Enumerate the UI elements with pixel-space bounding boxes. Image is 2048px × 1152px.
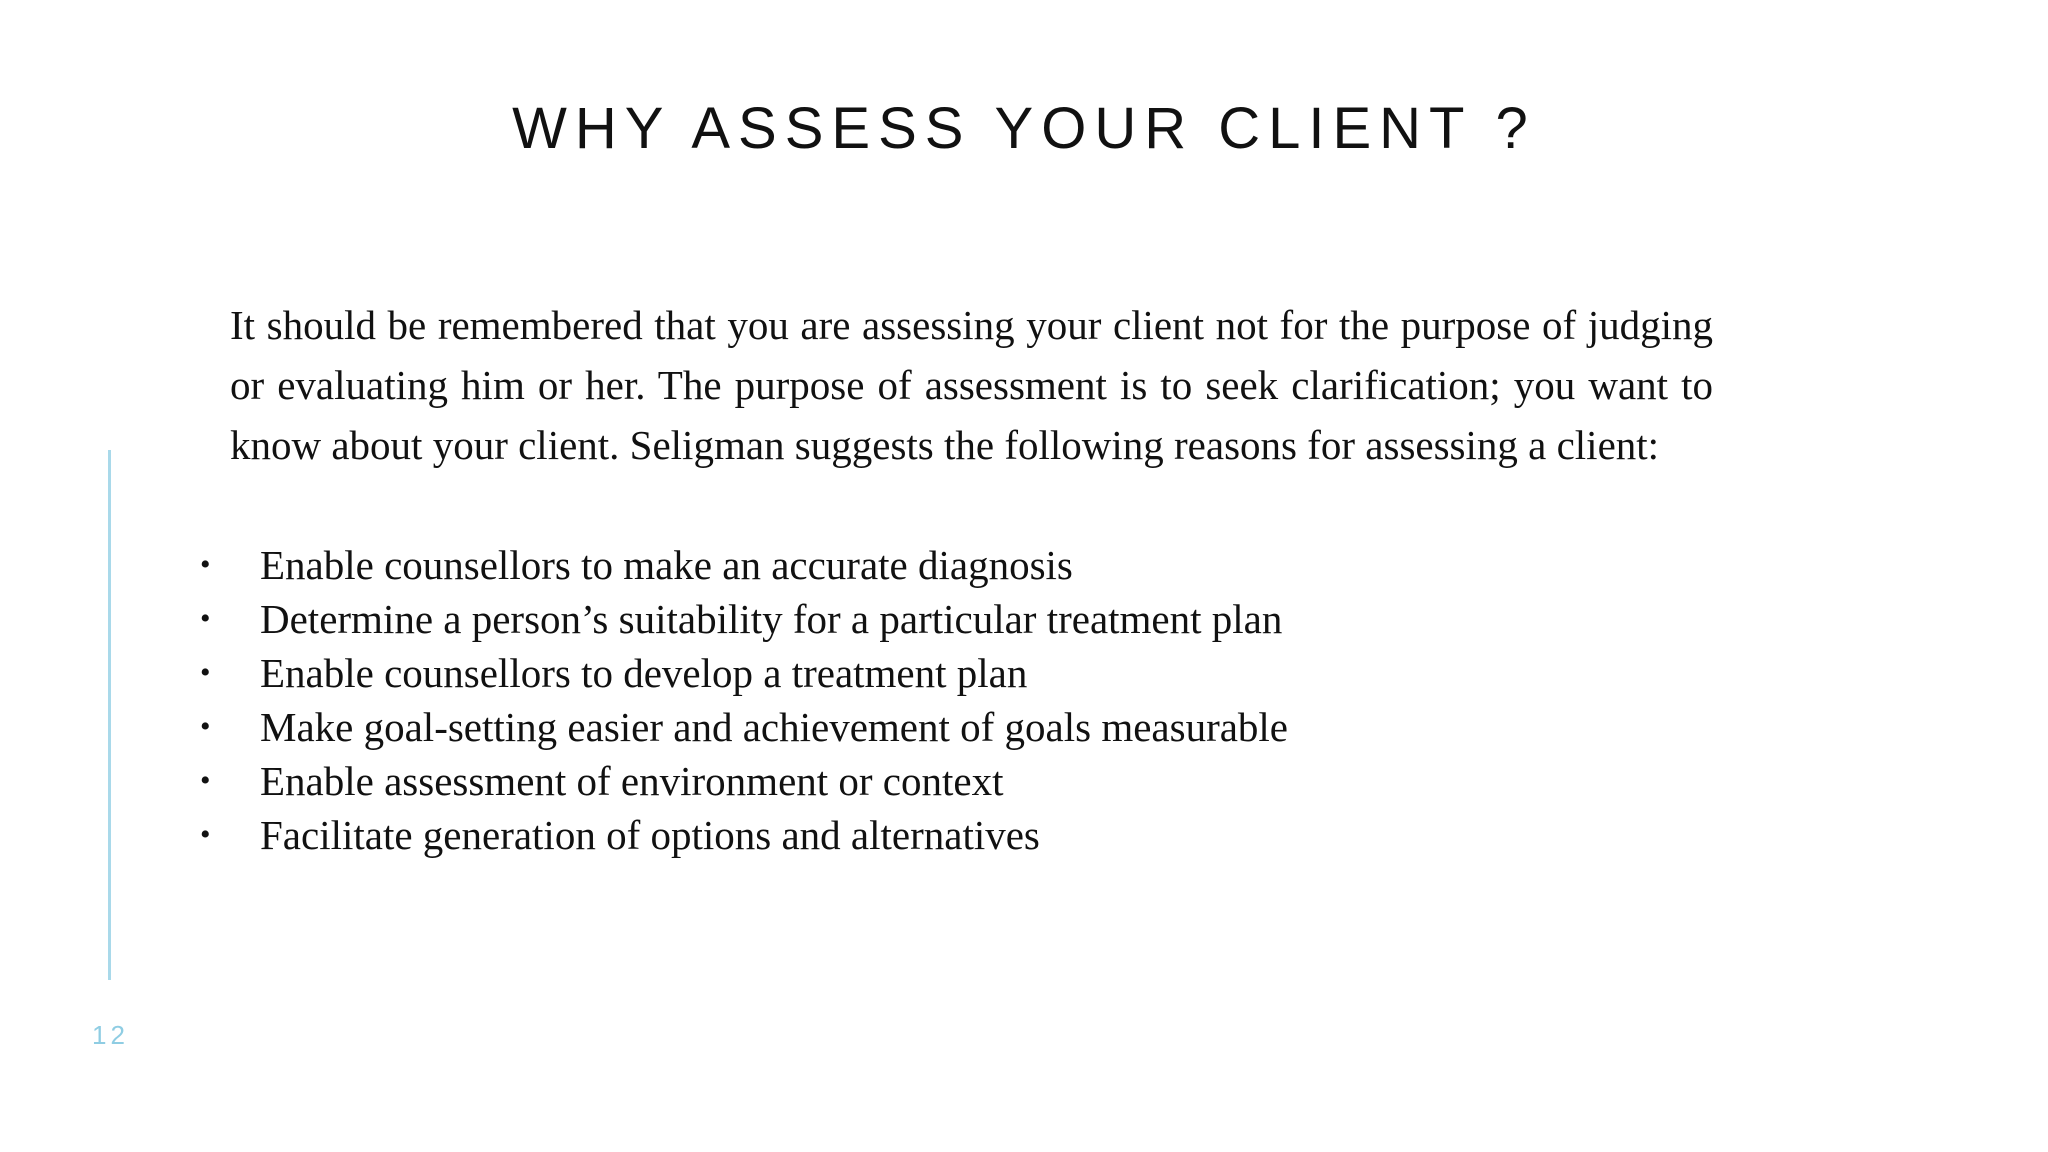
list-item: [190, 646, 1690, 700]
bullet-icon: •: [200, 710, 211, 743]
reasons-list: [190, 538, 1690, 862]
list-item: [190, 808, 1690, 862]
list-item: [190, 592, 1690, 646]
list-item-text: Enable counsellors to develop a treatment plan: [260, 650, 1028, 696]
list-item: [190, 700, 1690, 754]
list-item-text: Make goal-setting easier and achievement of goals measurable: [260, 704, 1289, 750]
list-item-text: Enable assessment of environment or context: [260, 758, 1004, 804]
accent-line: [108, 450, 111, 980]
slide-title: WHY ASSESS YOUR CLIENT ?: [512, 96, 1536, 161]
bullet-icon: •: [200, 548, 211, 581]
list-item: [190, 538, 1690, 592]
intro-paragraph: It should be remembered that you are assessing your client not for the purpose of judging or evaluating him or her. The purpose of assessment is to seek clarification; you want to know about your client. Seligman suggests the following reasons for assessing a client:: [230, 302, 1713, 468]
bullet-icon: •: [200, 602, 211, 635]
bullet-icon: •: [200, 656, 211, 689]
list-item-text: Enable counsellors to make an accurate diagnosis: [260, 542, 1073, 588]
page-number: 12: [92, 1020, 129, 1050]
bullet-icon: •: [200, 818, 211, 851]
list-item: [190, 754, 1690, 808]
list-item-text: Facilitate generation of options and alternatives: [260, 812, 1040, 858]
list-item-text: Determine a person’s suitability for a particular treatment plan: [260, 596, 1283, 642]
bullet-icon: •: [200, 764, 211, 797]
